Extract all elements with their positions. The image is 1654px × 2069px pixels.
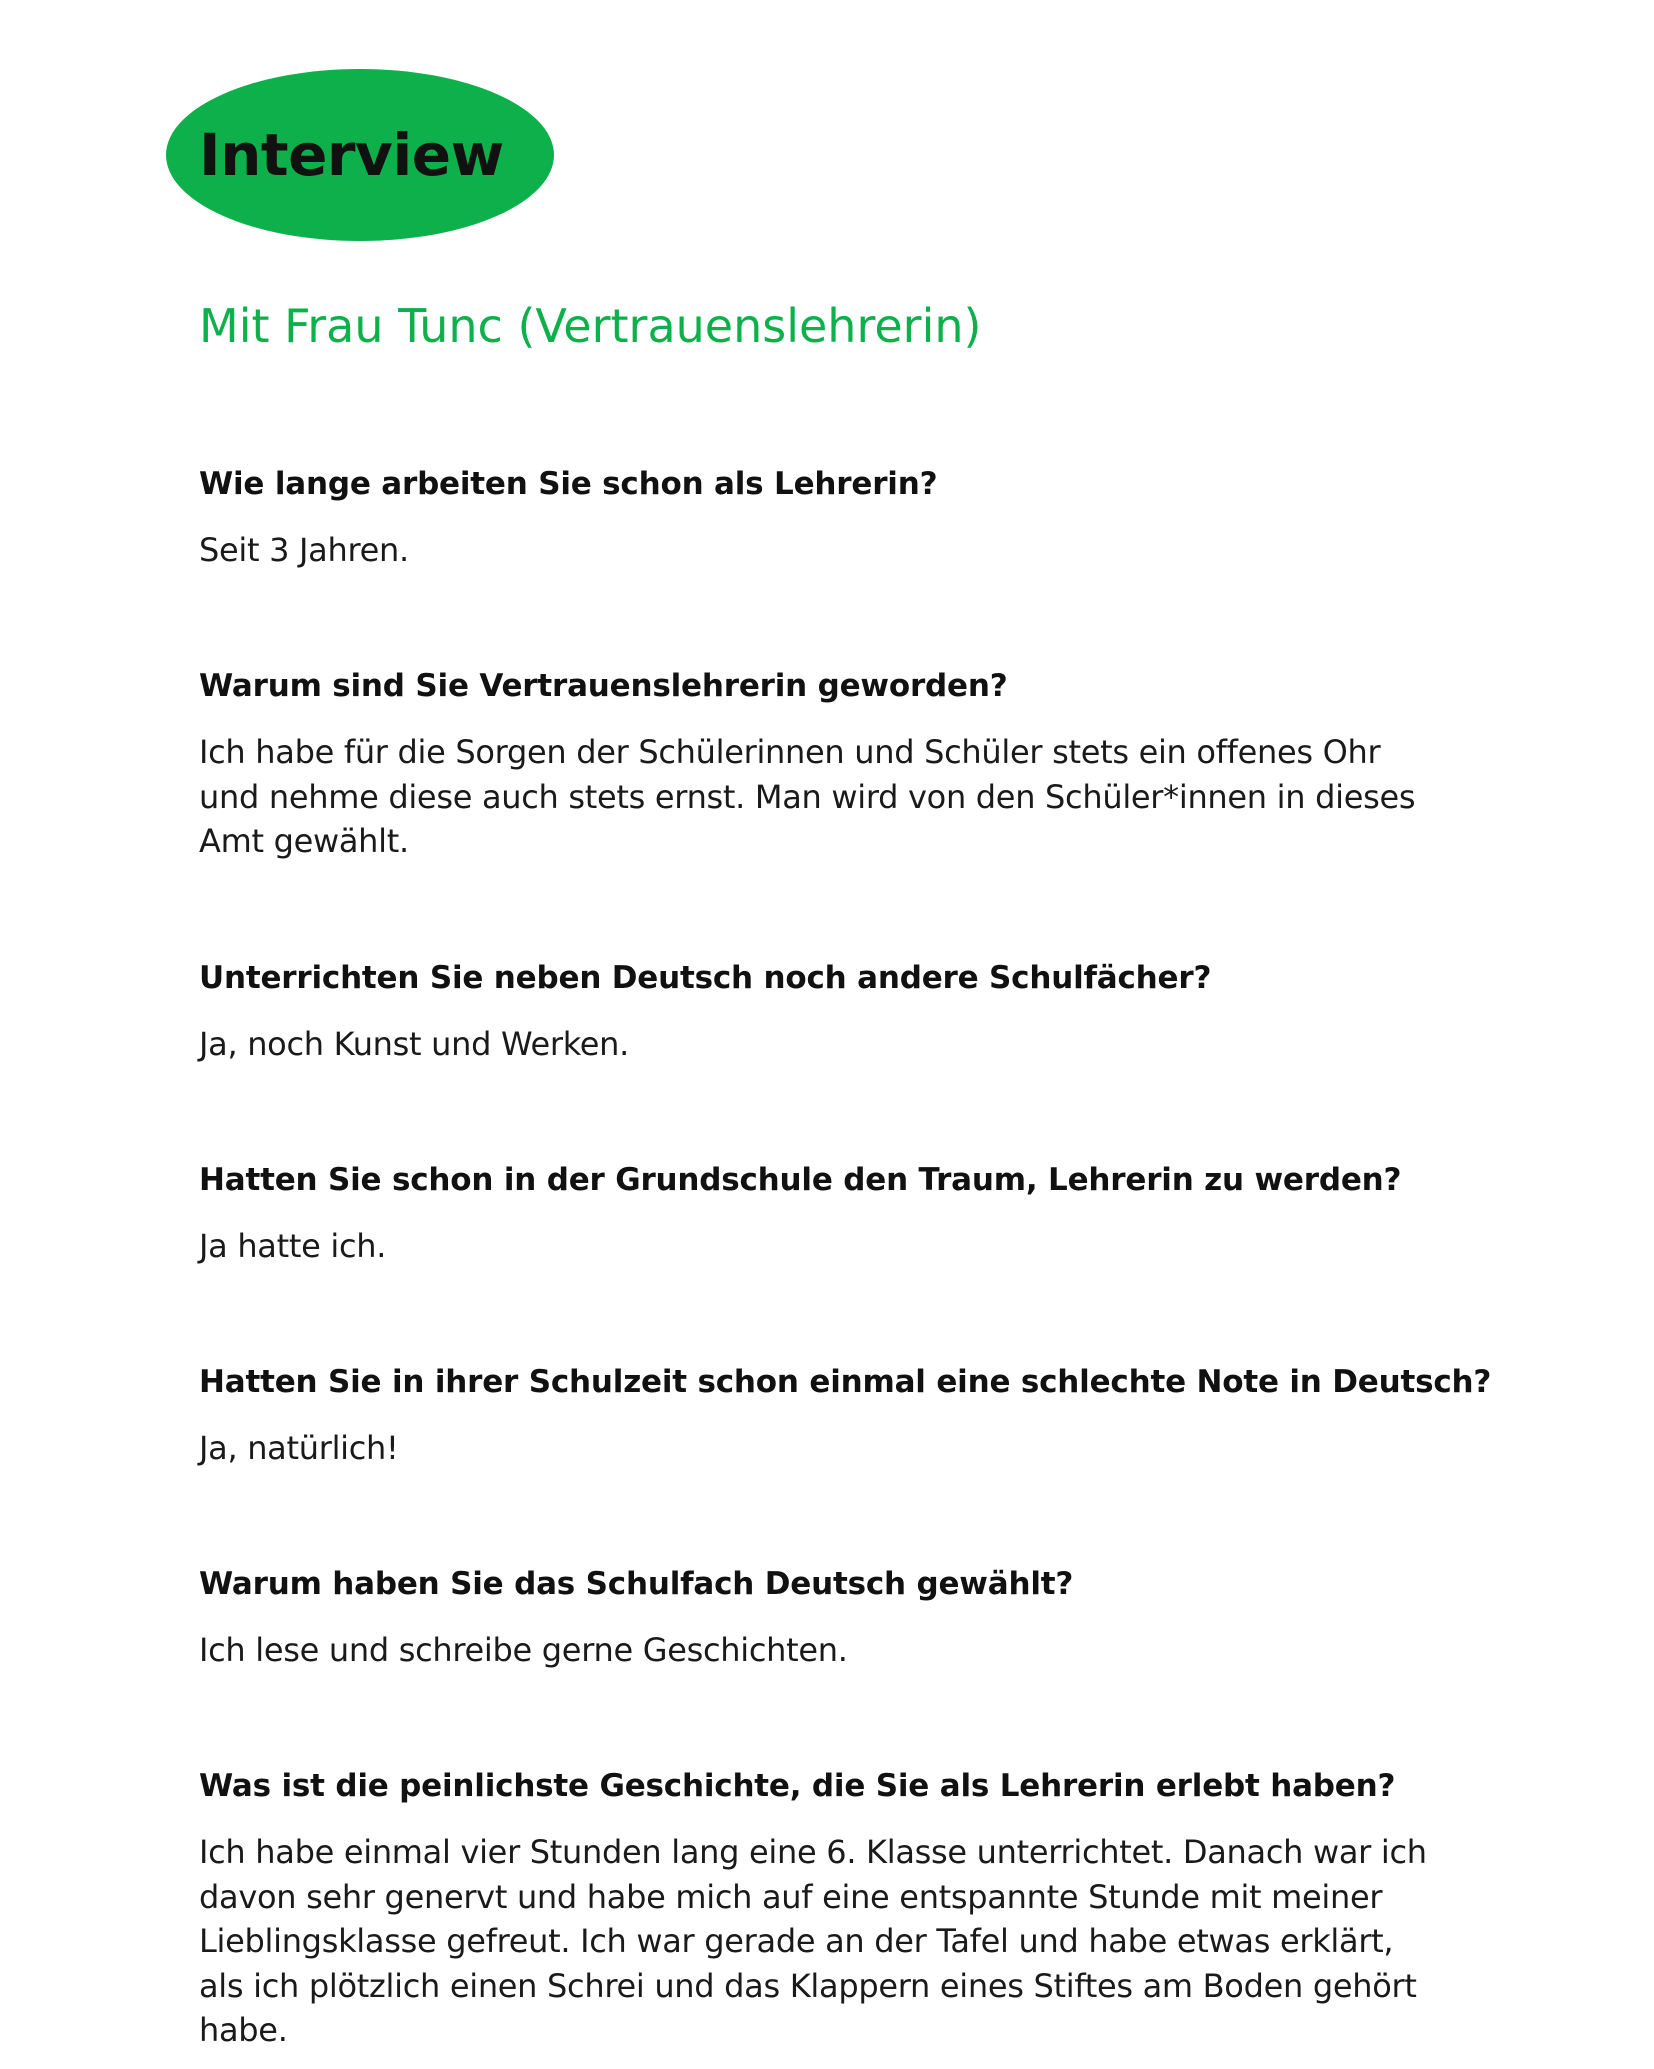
answer-text: Ja, natürlich! <box>199 1429 399 1467</box>
answer-text: Ich habe einmal vier Stunden lang eine 6. Klasse unterrichtet. Danach war ich davon sehr genervt und habe mich auf eine entspannte Stunde mit meiner Lieblingsklasse gefreut. Ich war gerade an der Tafel und habe etwas erklärt, als ich plötzlich einen Schrei und das Klappern eines Stiftes am Boden gehört habe. <box>199 1833 1427 2049</box>
page-subtitle: Mit Frau Tunc (Vertrauenslehrerin) <box>199 299 982 353</box>
qa-item <box>199 1158 1499 1360</box>
answer-text: Ja, noch Kunst und Werken. <box>199 1025 630 1063</box>
qa-item <box>199 1764 1499 2053</box>
question-text: Warum haben Sie das Schulfach Deutsch gewählt? <box>199 1566 1074 1602</box>
qa-item <box>199 462 1499 664</box>
qa-item <box>199 1360 1499 1562</box>
page-title: Interview <box>199 121 504 189</box>
question-text: Hatten Sie in ihrer Schulzeit schon einmal eine schlechte Note in Deutsch? <box>199 1364 1492 1400</box>
answer-text: Ja hatte ich. <box>199 1227 387 1265</box>
answer-text: Seit 3 Jahren. <box>199 531 409 569</box>
answer-text: Ich lese und schreibe gerne Geschichten. <box>199 1631 848 1669</box>
question-text: Was ist die peinlichste Geschichte, die Sie als Lehrerin erlebt haben? <box>199 1768 1396 1804</box>
answer-text: Ich habe für die Sorgen der Schülerinnen und Schüler stets ein offenes Ohr und nehme diese auch stets ernst. Man wird von den Schüler*innen in dieses Amt gewählt. <box>199 733 1416 860</box>
question-text: Warum sind Sie Vertrauenslehrerin geworden? <box>199 668 1008 704</box>
qa-item <box>199 1562 1499 1764</box>
question-text: Wie lange arbeiten Sie schon als Lehrerin? <box>199 466 938 502</box>
question-text: Unterrichten Sie neben Deutsch noch andere Schulfächer? <box>199 960 1212 996</box>
qa-item <box>199 664 1499 956</box>
question-text: Hatten Sie schon in der Grundschule den Traum, Lehrerin zu werden? <box>199 1162 1402 1198</box>
interview-list <box>199 462 1499 2053</box>
qa-item <box>199 956 1499 1158</box>
